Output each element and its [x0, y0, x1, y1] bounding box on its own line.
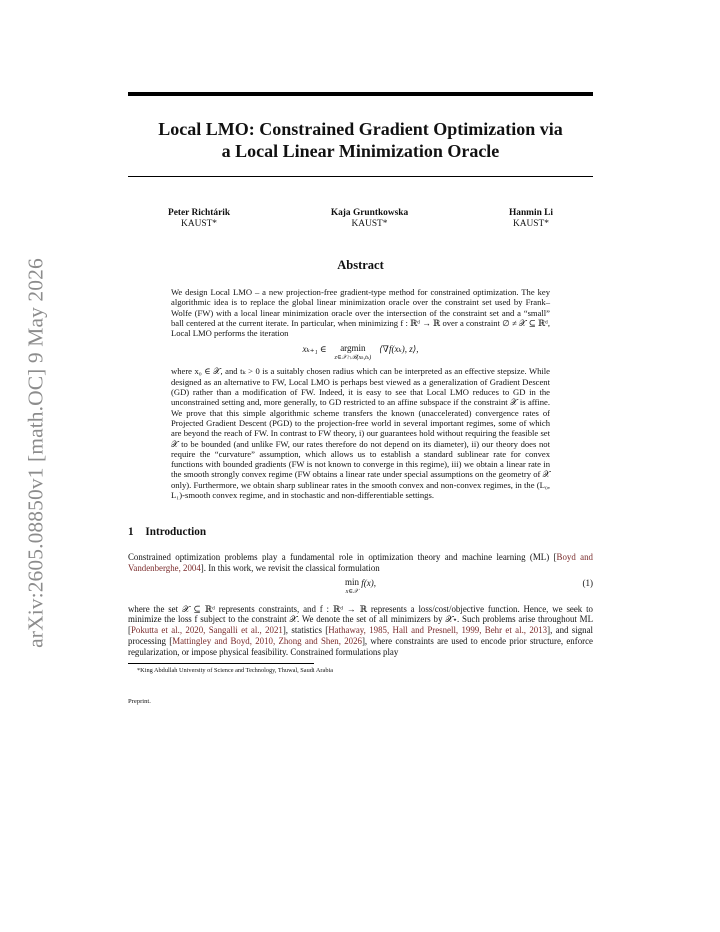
argmin-subscript: z∈𝒳∩ℬ(xₖ,tₖ)	[334, 354, 372, 362]
author-affiliation: KAUST*	[181, 219, 217, 229]
abstract-paragraph-1: We design Local LMO – a new projection-free gradient-type method for constrained optimization. The key algorithmic idea is to replace the global linear minimization oracle over the constraint set used by Frank–Wolfe (FW) with a local linear minimization oracle over the intersection of the constraint set and a “small” ball centered at the current iterate. In particular, when minimizing f : ℝᵈ → ℝ over a constraint ∅ ≠ 𝒳 ⊆ ℝᵈ, Local LMO performs the iteration	[171, 287, 550, 339]
equation-rhs: ⟨∇f(xₖ), z⟩,	[379, 344, 419, 355]
intro-text: ], and signal processing [	[128, 625, 593, 646]
author-block	[509, 208, 553, 230]
author-name: Kaja Gruntkowska	[330, 208, 409, 218]
citation-link[interactable]: Pokutta et al., 2020, Sangalli et al., 2021	[130, 625, 283, 636]
intro-text: ], where constraints are used to encode prior structure, enforce regularization, or impose physical feasibility. Constrained formulations play	[128, 635, 593, 657]
intro-text: Constrained optimization problems play a fundamental role in optimization theory and machine learning (ML) [	[128, 552, 557, 563]
intro-text: where the set 𝒳 ⊆ ℝᵈ represents constraints, and f : ℝᵈ → ℝ represents a loss/cost/objective function. Hence, we seek to minimize the loss f subject to the constraint 𝒳. We denote the set of all minimizers by 𝒳⋆. Such problems arise throughout ML [	[128, 603, 593, 636]
intro-text: ], statistics [	[282, 625, 329, 636]
citation-link[interactable]: Boyd and Vandenberghe, 2004	[128, 552, 593, 574]
argmin-label: argmin	[340, 343, 366, 354]
section-heading	[128, 526, 593, 538]
author-block	[331, 208, 408, 230]
title-line-1: Local LMO: Constrained Gradient Optimization via	[158, 119, 563, 139]
title-bottom-rule	[128, 176, 593, 177]
equation-rhs: f(x),	[361, 577, 376, 588]
author-list	[168, 208, 553, 230]
arxiv-identifier-text: arXiv:2605.08850v1 [math.OC] 9 May 2026	[23, 258, 48, 648]
equation-lhs: xₖ₊₁ ∈	[302, 344, 327, 355]
intro-paragraph-1	[128, 552, 593, 573]
title-line-2: a Local Linear Minimization Oracle	[221, 141, 500, 161]
abstract-body	[171, 287, 550, 500]
author-block	[168, 208, 230, 230]
paper-page	[128, 92, 593, 705]
author-name: Peter Richtárik	[168, 208, 231, 218]
citation-link[interactable]: Hathaway, 1985, Hall and Presnell, 1999, Behr et al., 2013	[328, 625, 548, 636]
section-number: 1	[128, 526, 134, 539]
abstract-heading: Abstract	[337, 258, 384, 272]
author-name: Hanmin Li	[508, 208, 553, 218]
equation-number: (1)	[582, 577, 593, 588]
abstract-paragraph-2: where x₀ ∈ 𝒳, and tₖ > 0 is a suitably chosen radius which can be interpreted as an effective stepsize. While designed as an alternative to FW, Local LMO is perhaps best viewed as a generalization of Gradient Descent (GD) rather than a modification of FW. Indeed, it is easy to see that Local LMO reduces to GD in the unconstrained setting and, more generally, to GD restricted to an affine subspace if the constraint 𝒳 is affine. We prove that this simple algorithmic scheme transfers the known (unaccelerated) convergence rates of Projected Gradient Descent (PGD) to the projection-free world in several important regimes, some of which are beyond the reach of FW. In contrast to FW theory, i) our guarantees hold without requiring the feasible set 𝒳 to be bounded (and unlike FW, our rates therefore do not depend on its diameter), ii) our theory does not require the “curvature” assumption, which allows us to establish a standard sublinear rate for convex functions with bounded gradients (FW is not known to converge in this regime), iii) we obtain a linear rate in the smooth strongly convex regime (FW obtains a linear rate under special assumptions on the geometry of 𝒳 only). Furthermore, we obtain sharp sublinear rates in the smooth convex and non-convex regimes, in the (L₀, L₁)-smooth convex regime, and in stochastic and non-differentiable settings.	[171, 366, 550, 501]
section-title: Introduction	[145, 526, 207, 539]
preprint-label: Preprint.	[128, 698, 151, 706]
min-label: min	[344, 576, 359, 587]
argmin-operator	[335, 344, 372, 362]
citation-link[interactable]: Mattingley and Boyd, 2010, Zhong and Shen, 2026	[172, 635, 362, 646]
footnote-rule	[128, 663, 314, 664]
intro-paragraph-2	[128, 604, 593, 658]
author-affiliation: KAUST*	[513, 219, 549, 229]
abstract-equation	[171, 344, 550, 362]
title-top-rule	[128, 92, 593, 96]
paper-title	[128, 118, 593, 162]
min-operator	[345, 578, 359, 596]
footnote: *King Abdullah University of Science and Technology, Thuwal, Saudi Arabia	[137, 667, 334, 675]
intro-text: ]. In this work, we revisit the classical formulation	[200, 563, 380, 574]
equation-1	[128, 578, 593, 598]
min-subscript: x∈𝒳	[345, 587, 359, 595]
arxiv-identifier-stamp	[20, 248, 52, 658]
author-affiliation: KAUST*	[351, 219, 388, 229]
